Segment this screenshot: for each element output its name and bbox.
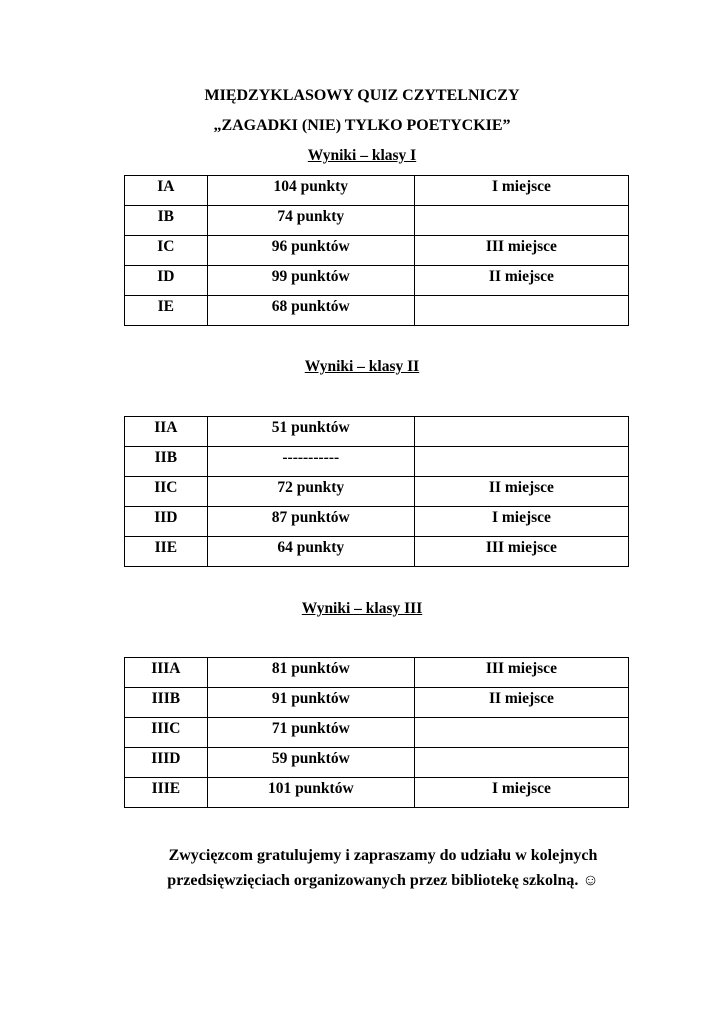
points-cell: ----------- (207, 447, 414, 477)
place-cell: II miejsce (414, 477, 628, 507)
class-cell: IIE (125, 537, 208, 567)
table-row (125, 718, 629, 748)
closing-message-line-2: przedsięwzięciach organizowanych przez bibliotekę szkolną. ☺ (167, 872, 599, 889)
results-table-klasy-2 (124, 416, 629, 567)
place-cell (414, 447, 628, 477)
table-row (125, 748, 629, 778)
class-cell: IIC (125, 477, 208, 507)
place-cell: III miejsce (414, 658, 628, 688)
table-row (125, 778, 629, 808)
place-cell (414, 417, 628, 447)
closing-message-line-1: Zwycięzcom gratulujemy i zapraszamy do udziału w kolejnych (168, 847, 598, 864)
points-cell: 81 punktów (207, 658, 414, 688)
points-cell: 59 punktów (207, 748, 414, 778)
points-cell: 87 punktów (207, 507, 414, 537)
table-row (125, 658, 629, 688)
points-cell: 104 punkty (207, 176, 414, 206)
place-cell: III miejsce (414, 236, 628, 266)
points-cell: 91 punktów (207, 688, 414, 718)
class-cell: IID (125, 507, 208, 537)
points-cell: 68 punktów (207, 296, 414, 326)
class-cell: ID (125, 266, 208, 296)
class-cell: IIIC (125, 718, 208, 748)
class-cell: IIIB (125, 688, 208, 718)
table-row (125, 296, 629, 326)
points-cell: 99 punktów (207, 266, 414, 296)
place-cell: II miejsce (414, 688, 628, 718)
table-row (125, 176, 629, 206)
class-cell: IIB (125, 447, 208, 477)
class-cell: IIID (125, 748, 208, 778)
place-cell (414, 206, 628, 236)
table-row (125, 206, 629, 236)
points-cell: 72 punkty (207, 477, 414, 507)
points-cell: 51 punktów (207, 417, 414, 447)
points-cell: 64 punkty (207, 537, 414, 567)
results-table-klasy-3 (124, 657, 629, 808)
class-cell: IB (125, 206, 208, 236)
place-cell (414, 718, 628, 748)
class-cell: IE (125, 296, 208, 326)
place-cell: I miejsce (414, 176, 628, 206)
class-cell: IA (125, 176, 208, 206)
place-cell: II miejsce (414, 266, 628, 296)
table-row (125, 447, 629, 477)
place-cell: III miejsce (414, 537, 628, 567)
quiz-subtitle: „ZAGADKI (NIE) TYLKO POETYCKIE” (213, 117, 511, 134)
table-row (125, 688, 629, 718)
place-cell (414, 748, 628, 778)
quiz-title: MIĘDZYKLASOWY QUIZ CZYTELNICZY (204, 87, 520, 104)
table-row (125, 477, 629, 507)
table-row (125, 507, 629, 537)
place-cell: I miejsce (414, 507, 628, 537)
results-table-klasy-1 (124, 175, 629, 326)
table-row (125, 266, 629, 296)
points-cell: 101 punktów (207, 778, 414, 808)
class-cell: IIA (125, 417, 208, 447)
section-heading-klasy-1: Wyniki – klasy I (307, 147, 417, 164)
section-heading-klasy-2: Wyniki – klasy II (304, 358, 420, 375)
class-cell: IC (125, 236, 208, 266)
closing-message (0, 843, 724, 893)
table-row (125, 537, 629, 567)
class-cell: IIIA (125, 658, 208, 688)
points-cell: 74 punkty (207, 206, 414, 236)
place-cell (414, 296, 628, 326)
table-row (125, 236, 629, 266)
points-cell: 71 punktów (207, 718, 414, 748)
section-heading-klasy-3: Wyniki – klasy III (301, 600, 423, 617)
table-row (125, 417, 629, 447)
class-cell: IIIE (125, 778, 208, 808)
points-cell: 96 punktów (207, 236, 414, 266)
place-cell: I miejsce (414, 778, 628, 808)
